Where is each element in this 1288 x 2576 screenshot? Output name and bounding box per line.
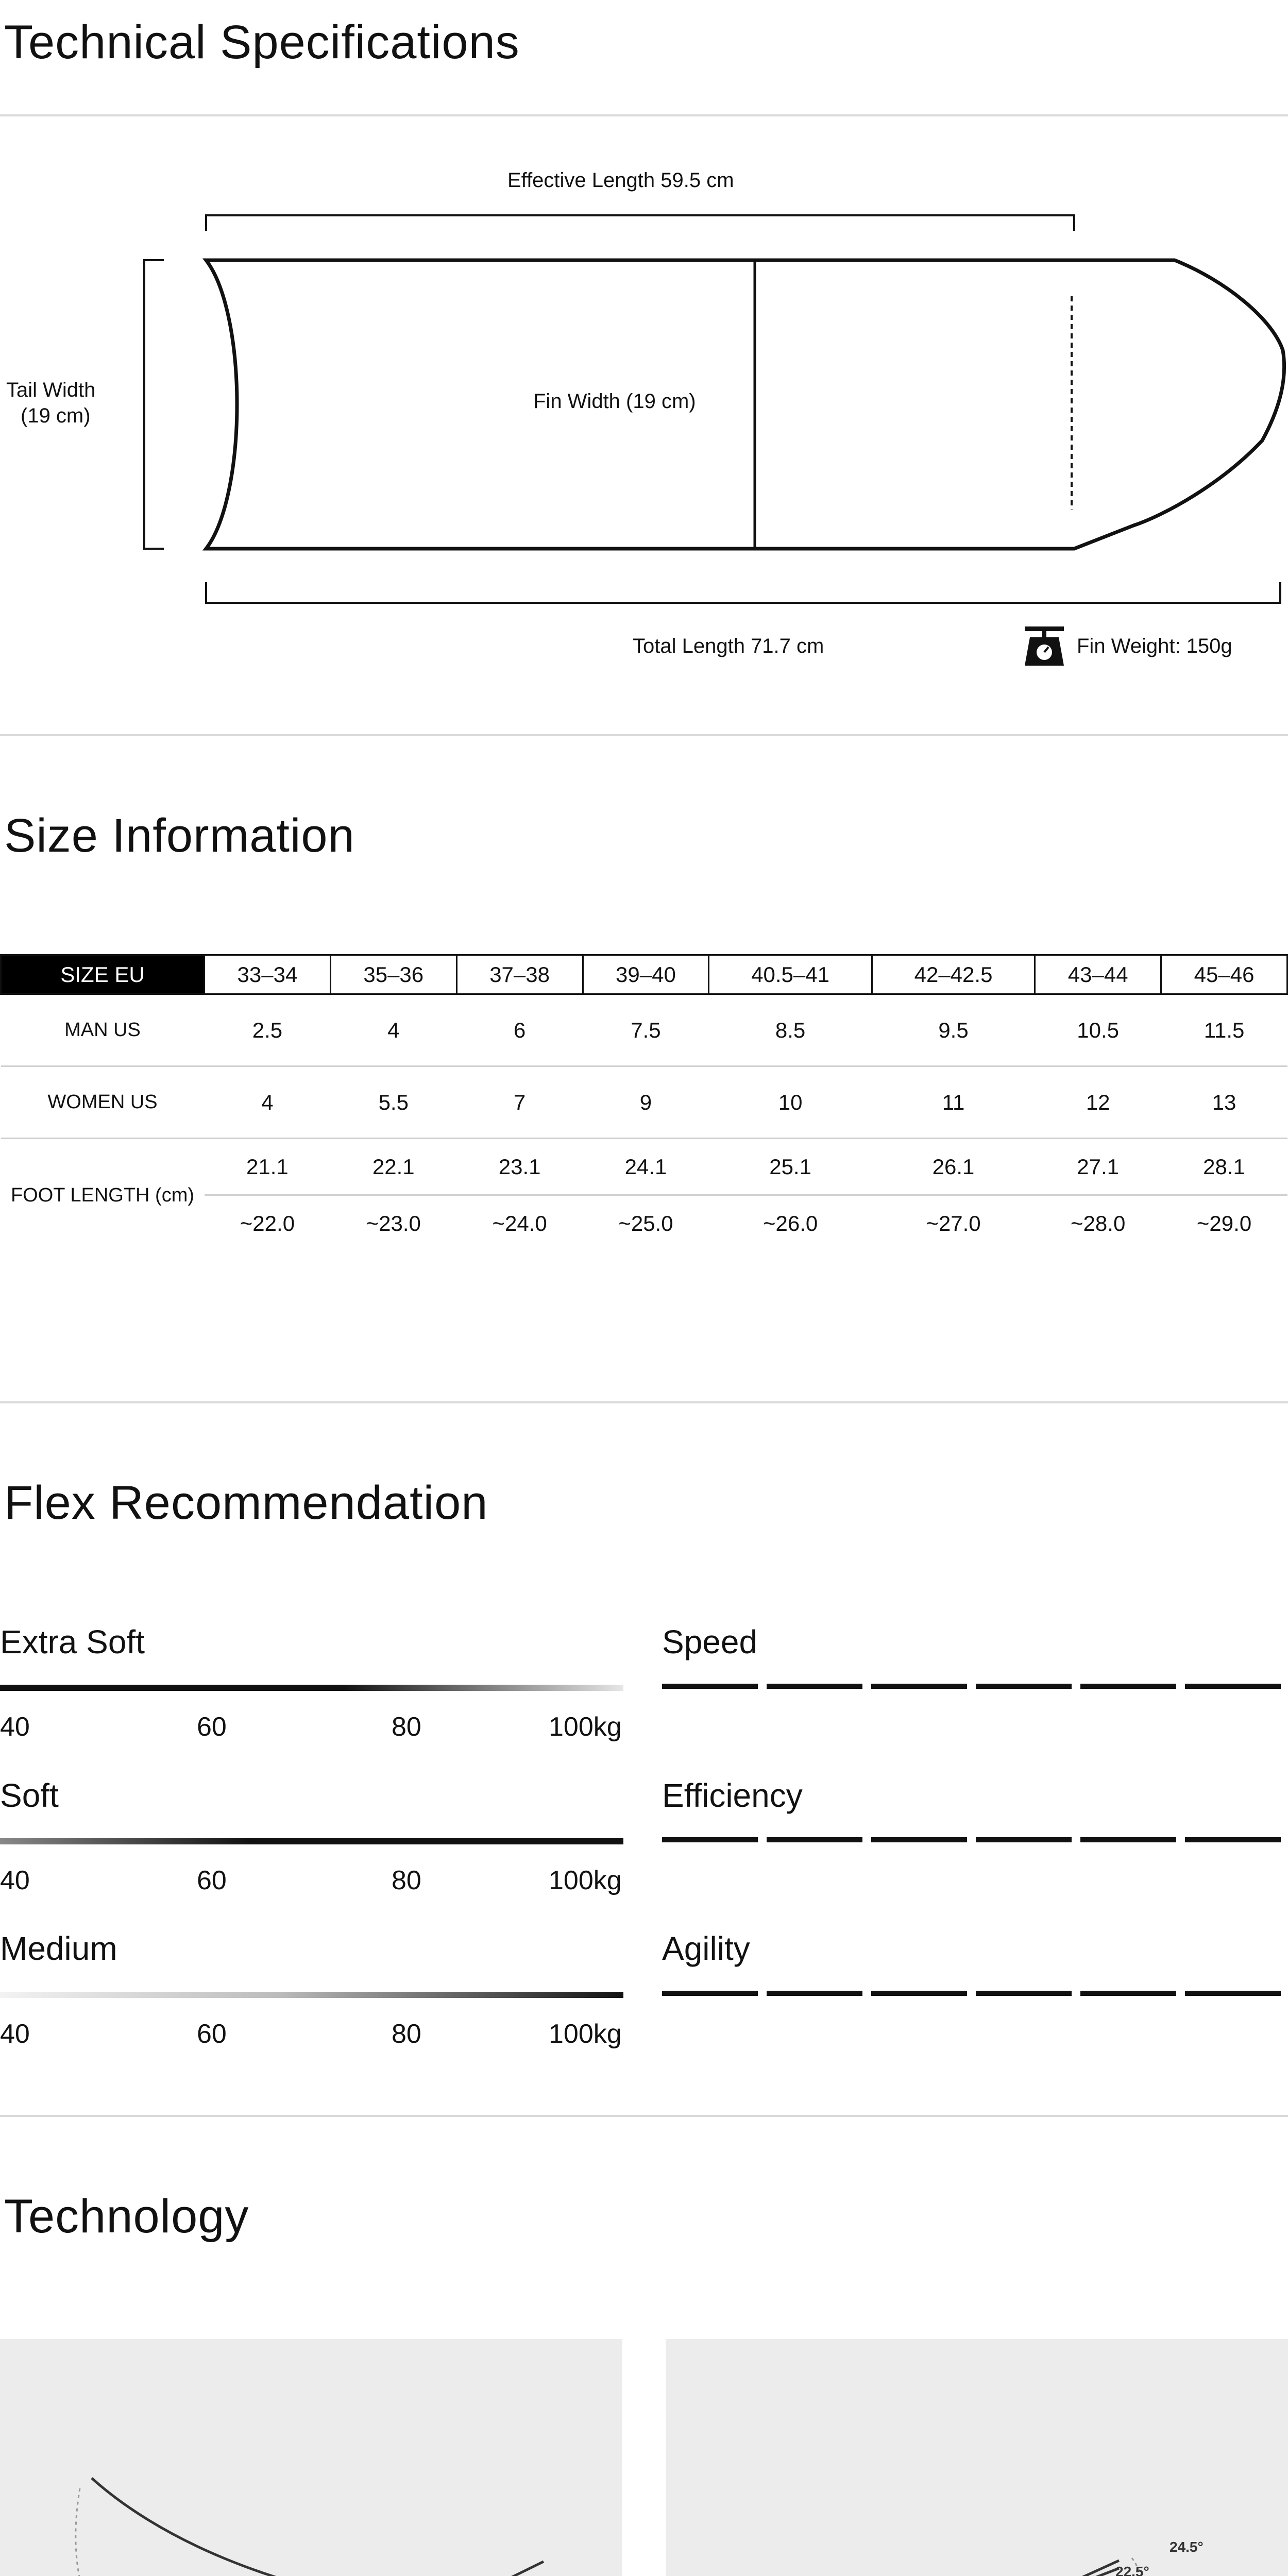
flex-gradient-bar — [0, 1838, 623, 1844]
curvature-flex-illustration-panel — [0, 2339, 622, 2576]
flex-gradient-bar — [0, 1685, 623, 1691]
flex-tick: 80 — [392, 2019, 421, 2049]
section-divider — [0, 734, 1288, 736]
section-divider — [0, 1401, 1288, 1403]
fin-spec-diagram — [0, 165, 1288, 680]
foot-min-cell: 23.1 — [456, 1139, 583, 1195]
flex-tick: 60 — [197, 2019, 227, 2049]
flex-tick: 40 — [0, 1712, 30, 1742]
size-information-title: Size Information — [4, 809, 355, 862]
flex-recommendation-title: Flex Recommendation — [4, 1477, 488, 1529]
flex-tick: 40 — [0, 2019, 30, 2049]
agility-rating-segment — [976, 1991, 1072, 1996]
foot-min-cell: 27.1 — [1035, 1139, 1161, 1195]
speed-rating-segment — [1185, 1684, 1281, 1689]
tail-width-label-line1: Tail Width — [6, 379, 96, 401]
size-eu-header: SIZE EU — [1, 955, 205, 994]
size-eu-row — [1, 955, 1287, 994]
foot-min-cell: 25.1 — [709, 1139, 872, 1195]
agility-rating-segment — [1080, 1991, 1176, 1996]
speed-rating-segment — [976, 1684, 1072, 1689]
foot-max-cell: ~28.0 — [1071, 1211, 1126, 1236]
flex-tick: 80 — [392, 1712, 421, 1742]
eu-size-cell: 33–34 — [205, 955, 331, 994]
man-size-cell: 8.5 — [709, 994, 872, 1066]
man-size-cell: 10.5 — [1035, 994, 1161, 1066]
flex-level-soft: Soft — [0, 1777, 59, 1814]
performance-efficiency-label: Efficiency — [662, 1777, 803, 1814]
flex-tick: 100kg — [549, 1712, 622, 1742]
foot-min-cell: 26.1 — [872, 1139, 1035, 1195]
eu-size-cell: 35–36 — [330, 955, 456, 994]
performance-speed-label: Speed — [662, 1623, 758, 1660]
foot-min-cell: 28.1 — [1161, 1139, 1287, 1195]
flex-tick: 60 — [197, 1712, 227, 1742]
flex-tick: 40 — [0, 1866, 30, 1895]
foot-length-min-row — [1, 1139, 1287, 1195]
curvature-flex-illustration — [0, 2339, 622, 2576]
agility-rating-segment — [767, 1991, 862, 1996]
efficiency-rating-segment — [976, 1837, 1072, 1842]
fin-width-label: Fin Width (19 cm) — [533, 390, 696, 413]
foot-min-cell: 21.1 — [205, 1139, 331, 1195]
speed-rating-segment — [1080, 1684, 1176, 1689]
man-us-label: MAN US — [1, 994, 205, 1066]
flex-level-medium: Medium — [0, 1930, 117, 1967]
women-us-label: WOMEN US — [1, 1066, 205, 1139]
performance-agility-label: Agility — [662, 1930, 750, 1967]
women-size-cell: 12 — [1035, 1066, 1161, 1139]
women-size-cell: 9 — [583, 1066, 709, 1139]
women-size-cell: 13 — [1161, 1066, 1287, 1139]
foot-max-cell: ~27.0 — [926, 1211, 981, 1236]
scale-weight-icon — [1023, 624, 1066, 668]
flex-tick: 80 — [392, 1866, 421, 1895]
women-size-cell: 5.5 — [330, 1066, 456, 1139]
foot-min-cell: 22.1 — [330, 1139, 456, 1195]
efficiency-rating-segment — [871, 1837, 967, 1842]
foot-min-cell: 24.1 — [583, 1139, 709, 1195]
section-divider — [0, 2115, 1288, 2117]
efficiency-rating-segment — [1080, 1837, 1176, 1842]
eu-size-cell: 42–42.5 — [872, 955, 1035, 994]
flex-tick: 100kg — [549, 1866, 622, 1895]
flex-gradient-bar — [0, 1992, 623, 1998]
women-us-row — [1, 1066, 1287, 1139]
size-table — [0, 954, 1288, 1252]
angle-label-small: 22.5° — [1115, 2564, 1149, 2576]
women-size-cell: 4 — [205, 1066, 331, 1139]
eu-size-cell: 39–40 — [583, 955, 709, 994]
speed-rating-segment — [662, 1684, 758, 1689]
efficiency-rating-segment — [767, 1837, 862, 1842]
technology-title: Technology — [4, 2190, 249, 2243]
women-size-cell: 7 — [456, 1066, 583, 1139]
man-size-cell: 4 — [330, 994, 456, 1066]
agility-rating-segment — [1185, 1991, 1281, 1996]
foot-max-cell: ~22.0 — [240, 1211, 295, 1236]
foot-max-cell: ~29.0 — [1196, 1211, 1252, 1236]
man-size-cell: 7.5 — [583, 994, 709, 1066]
foot-length-label: FOOT LENGTH (cm) — [10, 1184, 195, 1206]
eu-size-cell: 37–38 — [456, 955, 583, 994]
agility-rating-segment — [662, 1991, 758, 1996]
foot-max-cell: ~24.0 — [492, 1211, 547, 1236]
tail-width-label-line2: (19 cm) — [21, 404, 91, 427]
foot-max-cell: ~23.0 — [366, 1211, 421, 1236]
effective-length-label: Effective Length 59.5 cm — [507, 169, 734, 192]
total-length-label: Total Length 71.7 cm — [633, 635, 824, 657]
man-size-cell: 2.5 — [205, 994, 331, 1066]
speed-rating-segment — [871, 1684, 967, 1689]
man-size-cell: 11.5 — [1161, 994, 1287, 1066]
eu-size-cell: 45–46 — [1161, 955, 1287, 994]
flex-level-extra-soft: Extra Soft — [0, 1623, 145, 1660]
eu-size-cell: 43–44 — [1035, 955, 1161, 994]
man-us-row — [1, 994, 1287, 1066]
efficiency-rating-segment — [662, 1837, 758, 1842]
women-size-cell: 10 — [709, 1066, 872, 1139]
flex-tick: 100kg — [549, 2019, 622, 2049]
eu-size-cell: 40.5–41 — [709, 955, 872, 994]
man-size-cell: 9.5 — [872, 994, 1035, 1066]
technical-specifications-title: Technical Specifications — [4, 16, 520, 69]
foot-max-cell: ~26.0 — [762, 1211, 818, 1236]
man-size-cell: 6 — [456, 994, 583, 1066]
section-divider — [0, 114, 1288, 116]
women-size-cell: 11 — [872, 1066, 1035, 1139]
angle-label-large: 24.5° — [1170, 2539, 1204, 2555]
foot-max-cell: ~25.0 — [618, 1211, 673, 1236]
fin-weight-label: Fin Weight: 150g — [1077, 635, 1232, 657]
efficiency-rating-segment — [1185, 1837, 1281, 1842]
flex-tick: 60 — [197, 1866, 227, 1895]
speed-rating-segment — [767, 1684, 862, 1689]
agility-rating-segment — [871, 1991, 967, 1996]
